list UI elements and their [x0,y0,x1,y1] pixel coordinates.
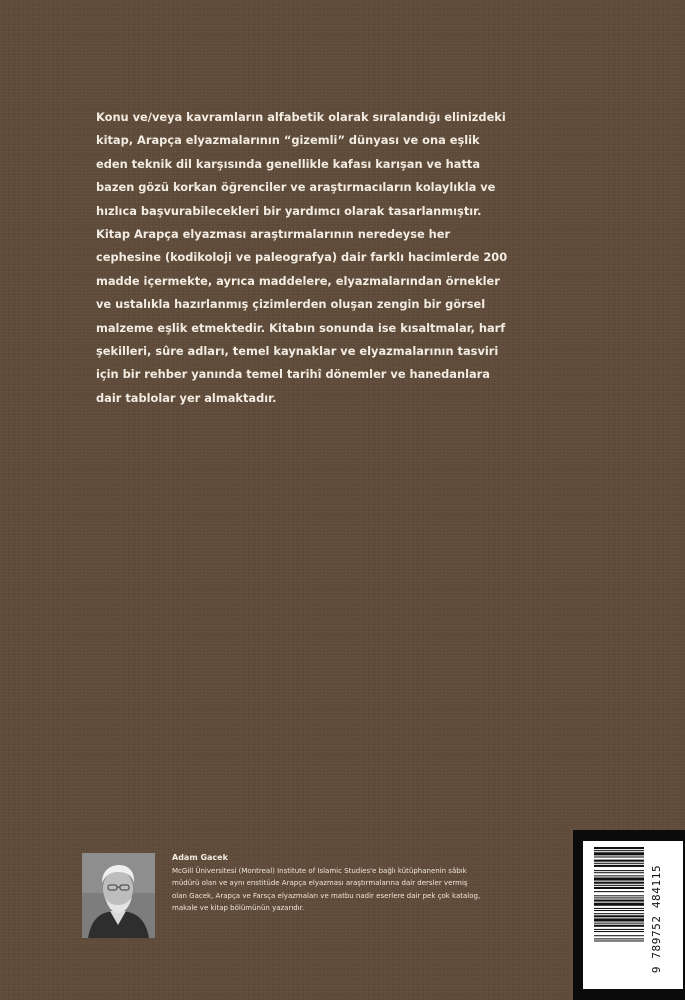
barcode-bar [594,870,644,871]
barcode-bar [594,940,644,941]
barcode-bar [594,882,644,884]
author-bio-line: makale ve kitap bölümünün yazarıdır. [172,904,305,913]
barcode-bar [594,915,644,917]
author-photo [82,853,155,938]
author-portrait-image [82,853,155,938]
barcode-bar [594,872,644,873]
barcode-bar [594,856,644,857]
blurb-line: madde içermekte, ayrıca maddelere, elyazmalarından örnekler [96,273,500,288]
author-section [82,852,562,942]
barcode-bar [594,895,644,896]
blurb-line: eden teknik dil karşısında genellikle kafası karışan ve hatta [96,156,481,171]
barcode-bar [594,908,644,909]
barcode-bar [594,877,644,880]
author-bio-line: olan Gacek, Arapça ve Farsça elyazmaları ve matbu nadir eserlere dair pek çok katalog, [172,891,481,900]
isbn-number: 9 789752 484115 [650,864,663,974]
blurb-line: için bir rehber yanında temel tarihî dönemler ve hanedanlara [96,367,490,382]
barcode-bar [594,903,644,906]
barcode-bar [594,910,644,911]
author-name: Adam Gacek [172,853,228,862]
author-bio-line: McGill Üniversitesi (Montreal) Institute of Islamic Studies'e bağlı kütüphanenin sâbık [172,867,467,875]
barcode-image [594,845,650,985]
blurb-line: Konu ve/veya kavramların alfabetik olarak sıralandığı elinizdeki [96,110,506,124]
blurb-line: dair tablolar yer almaktadır. [96,390,277,405]
barcode-bar [594,900,644,902]
blurb-line: Kitap Arapça elyazması araştırmalarının neredeyse her [96,227,451,242]
barcode-bar [594,891,644,892]
author-bio [172,865,572,915]
blurb-line: hızlıca başvurabilecekleri bir yardımcı olarak tasarlanmıştır. [96,203,482,218]
barcode-bar [594,913,644,914]
barcode-bar [594,865,644,867]
barcode-bar [594,931,644,932]
barcode-bar [594,918,644,921]
barcode-bar [594,923,644,924]
barcode-bar [594,925,644,927]
barcode-bar [594,929,644,930]
barcode-bar [594,887,644,889]
barcode-bar [594,847,644,849]
barcode-panel [573,830,685,1000]
barcode-bar [594,863,644,864]
barcode-bar [594,885,644,886]
blurb-line: cephesine (kodikoloji ve paleografya) dair farklı hacimlerde 200 [96,250,508,265]
barcode-bar [594,935,644,936]
barcode-bar [594,850,644,851]
blurb-line: bazen gözü korkan öğrenciler ve araştırmacıların kolaylıkla ve [96,180,496,195]
barcode-bar [594,852,644,855]
blurb-line: şekilleri, sûre adları, temel kaynaklar ve elyazmalarının tasviri [96,344,499,359]
back-cover-blurb [96,106,508,410]
blurb-line: kitap, Arapça elyazmalarının “gizemli” dünyası ve ona eşlik [96,133,480,148]
author-bio-line: müdürü olan ve aynı enstitüde Arapça elyazması araştırmalarına dair dersler vermiş [172,879,468,888]
barcode-bar [594,860,644,862]
barcode-label [583,841,683,989]
barcode-bar [594,938,644,939]
barcode-bar [594,897,644,898]
barcode-bar [594,875,644,876]
blurb-line: ve ustalıkla hazırlanmış çizimlerden oluşan zengin bir görsel [96,297,486,312]
blurb-line: malzeme eşlik etmektedir. Kitabın sonunda ise kısaltmalar, harf [96,320,506,335]
